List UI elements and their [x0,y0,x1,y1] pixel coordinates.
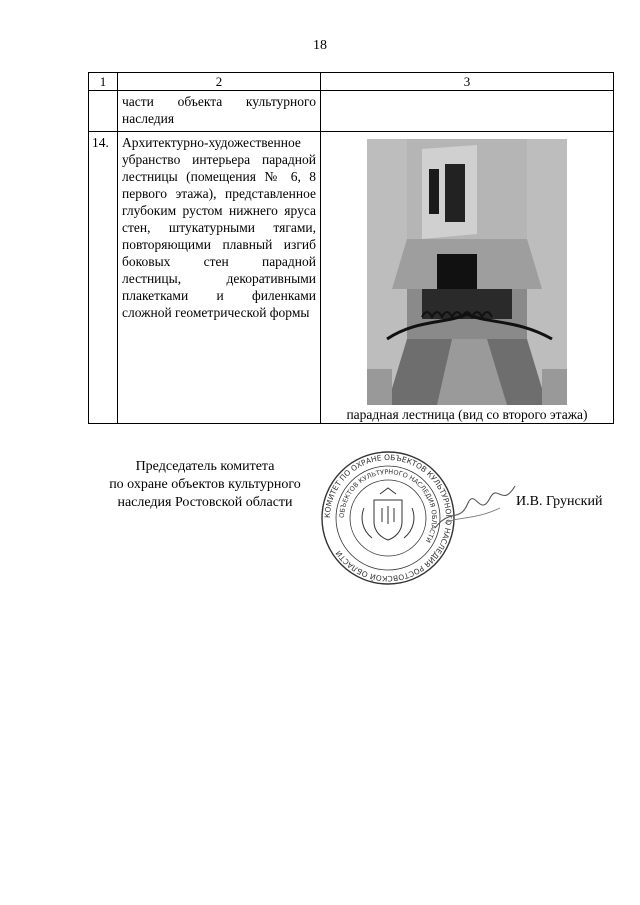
photo-cell [321,132,614,424]
staircase-photo [367,139,567,405]
row-number [89,91,117,93]
signatory-title-line: по охране объектов культурного [109,477,301,492]
photo-cell [321,91,614,132]
table-header-row [89,73,614,91]
table-row [89,132,614,424]
column-header-3: 3 [321,73,614,91]
signatory-title-line: Председатель комитета [135,459,275,474]
row-number-cell [89,91,118,132]
description-cell [118,132,321,424]
column-header-2: 2 [118,73,321,91]
photo-caption: парадная лестница (вид со второго этажа) [346,407,588,422]
signatory-title [60,458,350,512]
row-number-cell [89,132,118,424]
page-number: 18 [313,38,327,53]
description-cell [118,91,321,132]
column-header-1: 1 [89,73,118,91]
row-description: Архитектурно-художественное убранство интерьера парадной лестницы (помещения № 6, 8 первого этажа), представленное глубоким рустом нижнего яруса стен, штукатурными тягами, повторяющими плавный изгиб боковых стен парадной лестницы, декоративными плакетками и филенками сложной геометрической формы [122,135,316,320]
row-number: 14. [92,135,109,150]
signatory-name: И.В. Грунский [516,494,603,509]
seal-inner-text: ОБЪЕКТОВ КУЛЬТУРНОГО НАСЛЕДИЯ ОБЛАСТИ [337,467,439,544]
table-row [89,91,614,132]
row-description: части объекта культурного наследия [122,94,316,126]
seal-outer-text: КОМИТЕТ ПО ОХРАНЕ ОБЪЕКТОВ КУЛЬТУРНОГО НАСЛЕДИЯ РОСТОВСКОЙ ОБЛАСТИ [322,452,454,584]
heritage-table [88,72,614,424]
handwritten-signature [430,478,520,538]
signatory-title-line: наследия Ростовской области [117,495,293,510]
coat-of-arms-icon [362,488,414,540]
